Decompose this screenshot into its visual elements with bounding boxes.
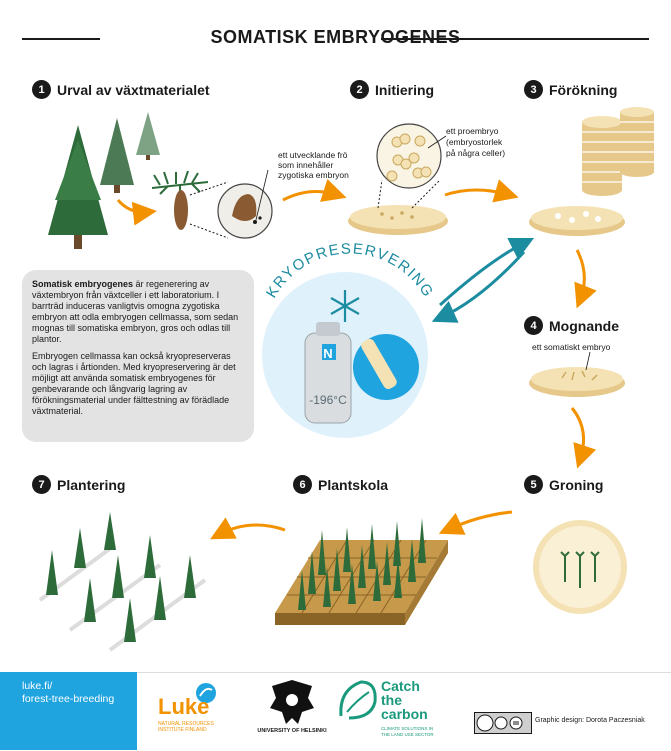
luke-subtitle-line2: INSTITUTE FINLAND [158,727,207,733]
arrow-1-2 [283,191,338,200]
proembryo-annotation-line2: (embryostorlek [446,137,503,147]
petri-dish-stack-icon [582,107,654,196]
helsinki-name: UNIVERSITY OF HELSINKI [257,728,327,734]
step-6-number: 6 [293,475,312,494]
arrow-3-4 [577,250,584,300]
cryo-arrow-out [440,242,526,305]
step-7-number: 7 [32,475,51,494]
carbon-subtitle [381,726,434,737]
catch-the-carbon-logo [337,678,437,744]
footer-link[interactable] [22,680,114,706]
carbon-subtitle-line1: CLIMATE SOLUTIONS IN [381,726,434,731]
carbon-name-line2: the [381,692,402,708]
luke-name: Luke [158,694,210,719]
info-box [22,270,254,442]
cryopreservation-label: KRYOPRESERVERING [263,240,437,301]
spruce-trees-icon [48,112,160,249]
carbon-subtitle-line2: THE LAND USE SECTOR [381,731,434,737]
step-4-label: Mognande [549,317,619,334]
info-paragraph-1-text: är regenerering av växtembryon från växtceller i ett laboratorium. I barrträd induceras vanligtvis omogna zygotiska embryon att odla embryogen cellmassa, som sedan mognas till somatiska embryon, gros och odlas till plantor. [32,279,239,344]
helsinki-logo [252,680,332,740]
footer-link-line2: forest-tree-breeding [22,693,115,705]
page-title: SOMATISK EMBRYOGENES [210,27,461,47]
carbon-name [381,679,428,721]
seed-annotation-line1: ett utvecklande frö [278,150,348,160]
carbon-leaf-icon [337,678,379,722]
step-7-label: Plantering [57,476,126,493]
step-1-number: 1 [32,80,51,99]
carbon-name-line1: Catch [381,678,420,694]
info-paragraph-2: Embryogen cellmassa kan också kryopreserveras och lagras i årtionden. Med kryopreservering är det möjligt att använda somatisk embryogenes för genbevarande och långvarig lagring av förökningsmaterial under fälttestning av förädlade växtmaterial. [32,351,236,416]
step-3-label: Förökning [549,81,618,98]
luke-subtitle [158,721,214,733]
info-term: Somatisk embryogenes [32,279,134,289]
planted-seedlings-icon [40,512,205,650]
info-paragraph-1 [32,279,244,345]
carbon-name-line3: carbon [381,706,428,722]
arrow-6-7 [218,525,285,535]
step-4-number: 4 [524,316,543,335]
step-5-number: 5 [524,475,543,494]
step-6-label: Plantskola [318,476,389,493]
proembryo-annotation-line1: ett proembryo [446,126,499,136]
tank-temperature: -196°C [309,393,347,407]
step-3-number: 3 [524,80,543,99]
helsinki-emblem-icon [252,680,332,728]
step-2-number: 2 [350,80,369,99]
cryo-arrow-in [440,252,524,318]
design-credit: Graphic design: Dorota Paczesniak [535,717,645,724]
cc-license-badge[interactable] [474,712,532,734]
proembryo-annotation-line3: på några celler) [446,148,506,158]
footer-link-line1: luke.fi/ [22,680,53,692]
seed-annotation-line3: zygotiska embryon [278,170,349,180]
arrow-2-3 [445,190,510,195]
step-5-label: Groning [549,476,604,493]
luke-logo [158,680,228,740]
arrow-1a [118,200,148,212]
somatic-embryo-annotation: ett somatiskt embryo [532,342,611,352]
luke-subtitle-line1: NATURAL RESOURCES [158,721,214,727]
step-1-label: Urval av växtmaterialet [57,81,210,98]
step-2-label: Initiering [375,81,435,98]
nitrogen-tank-icon [305,322,351,423]
arrow-4-5 [572,408,584,460]
branch-cone-icon [152,171,208,230]
tank-letter: N [323,346,333,361]
seed-annotation-line2: som innehåller [278,160,334,170]
arrow-5-6 [447,512,512,530]
cc-license-icon [475,713,531,733]
